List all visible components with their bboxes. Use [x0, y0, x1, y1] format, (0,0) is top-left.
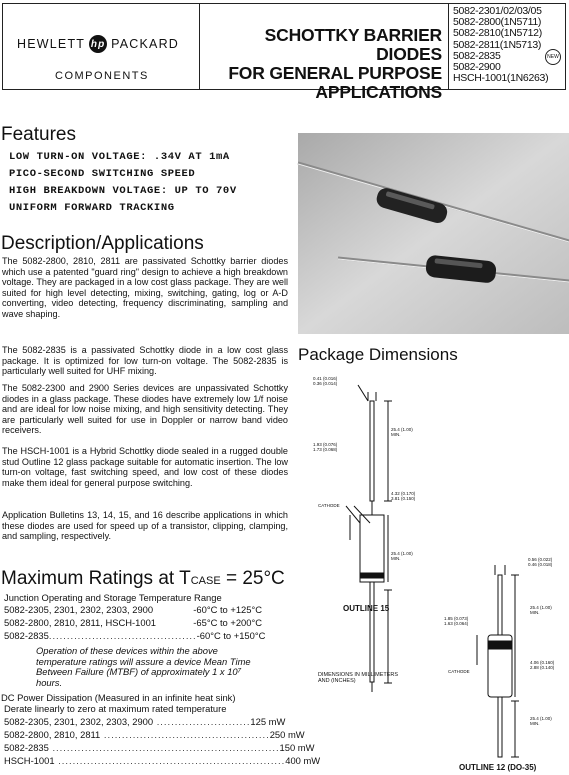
description-paragraph: The 5082-2800, 2810, 2811 are passivated Schottky barrier diodes which use a patented "guard ring" design to achieve a high breakdown voltage. They are packaged in a low cost glass package. They are well suited for high level detecting, mixing, switching, gating, log or A-D converting, video detecting, frequency discriminating, sampling and wave shaping.	[2, 256, 288, 319]
part-number: 5082-2835	[453, 49, 501, 62]
ratings-heading-tail: = 25°C	[220, 568, 285, 589]
description-paragraph: The 5082-2300 and 2900 Series devices are unpassivated Schottky diodes in a glass package. These diodes have extremely low 1/f noise and are ideal for low noise mixing, and high sensitivity detecting. They are particularly well suited for use in Doppler or narrow band video receivers.	[2, 383, 288, 436]
mtbf-note: Operation of these devices within the above temperature ratings will assure a device Mean Time Between Failure (MTBF) of approximately 1 x 10⁷ hours.	[36, 645, 251, 688]
dimensions-unit-note: DIMENSIONS IN MILLIMETERS AND (INCHES)	[318, 672, 399, 684]
description-paragraph: The HSCH-1001 is a Hybrid Schottky diode sealed in a rugged double stud Outline 12 glass package suitable for automatic insertion. The low turn-on voltage, fast switching speed, and low cost of these diodes make them ideal for general purpose switching.	[2, 446, 288, 488]
leader-dots	[153, 604, 193, 615]
title-line-3: APPLICATIONS	[315, 82, 442, 102]
part-number-block	[448, 4, 565, 89]
dim-lead-length-12-top: 25.4 (1.00) MIN.	[530, 605, 552, 615]
feature-item: HIGH BREAKDOWN VOLTAGE: UP TO 70V	[9, 185, 237, 197]
row-value: -60°C to +125°C	[193, 604, 262, 615]
row-value: 250 mW	[269, 729, 305, 740]
dim-lead-diameter-12: 0.56 (0.022) 0.46 (0.018)	[528, 557, 553, 567]
part-number-list	[453, 6, 548, 84]
title-line-1: SCHOTTKY BARRIER DIODES	[264, 25, 442, 64]
title-line-2: FOR GENERAL PURPOSE	[228, 63, 442, 83]
document-title	[199, 26, 442, 102]
diode-photo	[298, 133, 569, 334]
junction-title: Junction Operating and Storage Temperature Range	[4, 592, 222, 603]
feature-item: PICO-SECOND SWITCHING SPEED	[9, 168, 196, 180]
leader-dots	[156, 617, 193, 628]
package-drawings	[298, 365, 569, 775]
row-value: 125 mW	[250, 716, 286, 727]
part-number: 5082-2811(1N5713)	[453, 38, 542, 51]
part-number: 5082-2301/02/03/05	[453, 5, 542, 17]
row-label: 5082-2835	[4, 630, 49, 641]
dim-lead-length-12-bottom: 25.4 (1.00) MIN.	[530, 716, 552, 726]
row-label: 5082-2800, 2810, 2811, HSCH-1001	[4, 617, 157, 628]
power-row	[4, 742, 315, 753]
hp-logo-icon: hp	[89, 35, 107, 53]
title-block	[199, 4, 449, 102]
row-value: -65°C to +200°C	[193, 617, 262, 628]
feature-item: LOW TURN-ON VOLTAGE: .34V AT 1mA	[9, 151, 230, 163]
new-badge-icon: NEW	[545, 49, 561, 65]
row-value: -60°C to +150°C	[196, 630, 266, 641]
brand-right: PACKARD	[111, 37, 180, 51]
power-title: DC Power Dissipation (Measured in an infinite heat sink)	[1, 692, 236, 703]
leader-dots: ...............................................................	[54, 755, 286, 766]
diode-photo-image	[298, 133, 569, 334]
dim-lead-length-15-top: 25.4 (1.00) MIN.	[391, 427, 413, 437]
cathode-label-12: CATHODE	[448, 669, 470, 674]
package-dimensions-heading: Package Dimensions	[298, 345, 458, 364]
hp-logo-block	[3, 4, 200, 89]
feature-item: UNIFORM FORWARD TRACKING	[9, 202, 175, 214]
part-number: 5082-2810(1N5712)	[453, 27, 542, 40]
dim-lead-diameter-15: 0.41 (0.016) 0.36 (0.014)	[313, 376, 338, 386]
power-subtitle: Derate linearly to zero at maximum rated temperature	[4, 703, 227, 714]
junction-row	[4, 617, 262, 628]
leader-dots: ..............................................	[100, 729, 270, 740]
row-label: 5082-2305, 2301, 2302, 2303, 2900	[4, 716, 154, 727]
ratings-heading-sub: CASE	[190, 575, 221, 587]
datasheet-header	[2, 3, 566, 102]
row-label: 5082-2835	[4, 742, 49, 753]
outline-12-drawing	[477, 565, 519, 757]
part-number: 5082-2800(1N5711)	[453, 16, 542, 29]
description-paragraph: Application Bulletins 13, 14, 15, and 16 describe applications in which these diodes are used for speed up of a transistor, clipping, clamping, and sampling, respectively.	[2, 510, 288, 542]
power-row	[4, 716, 286, 727]
junction-row	[4, 630, 266, 641]
row-label: 5082-2305, 2301, 2302, 2303, 2900	[4, 604, 154, 615]
description-heading: Description/Applications	[1, 233, 204, 254]
outline-12-label: OUTLINE 12 (DO-35)	[459, 763, 537, 772]
description-paragraph: The 5082-2835 is a passivated Schottky diode in a low cost glass package. It is optimized for low turn-on voltage. The 5082-2835 is particularly well suited for UHF mixing.	[2, 345, 288, 377]
dim-body-length-15: 4.32 (0.170) 3.81 (0.150)	[391, 491, 416, 501]
dim-body-diameter-12: 1.85 (0.073) 1.63 (0.064)	[444, 616, 469, 626]
ratings-heading	[1, 568, 285, 590]
power-row	[4, 729, 305, 740]
cathode-label-15: CATHODE	[318, 503, 340, 508]
dim-body-diameter-15: 1.93 (0.076) 1.73 (0.068)	[313, 442, 338, 452]
hp-logo	[17, 35, 179, 53]
ratings-heading-text: Maximum Ratings at T	[1, 568, 191, 589]
row-label: HSCH-1001	[4, 755, 55, 766]
outline-15-drawing	[346, 385, 392, 692]
outline-15-label: OUTLINE 15	[343, 604, 390, 613]
junction-row	[4, 604, 262, 615]
row-label: 5082-2800, 2810, 2811	[4, 729, 101, 740]
dim-body-length-12: 4.06 (0.160) 2.88 (0.140)	[530, 660, 555, 670]
part-number: 5082-2900	[453, 61, 501, 74]
leader-dots: .........................................	[48, 630, 197, 641]
dim-lead-length-15-bottom: 25.4 (1.00) MIN.	[391, 551, 413, 561]
power-row	[4, 755, 321, 766]
part-number: HSCH-1001(1N6263)	[453, 72, 549, 85]
leader-dots: ...............................................................	[48, 742, 280, 753]
row-value: 400 mW	[285, 755, 321, 766]
leader-dots: ..........................	[153, 716, 251, 727]
row-value: 150 mW	[279, 742, 315, 753]
brand-components: COMPONENTS	[55, 70, 149, 82]
features-heading: Features	[1, 124, 76, 145]
brand-left: HEWLETT	[17, 37, 86, 51]
